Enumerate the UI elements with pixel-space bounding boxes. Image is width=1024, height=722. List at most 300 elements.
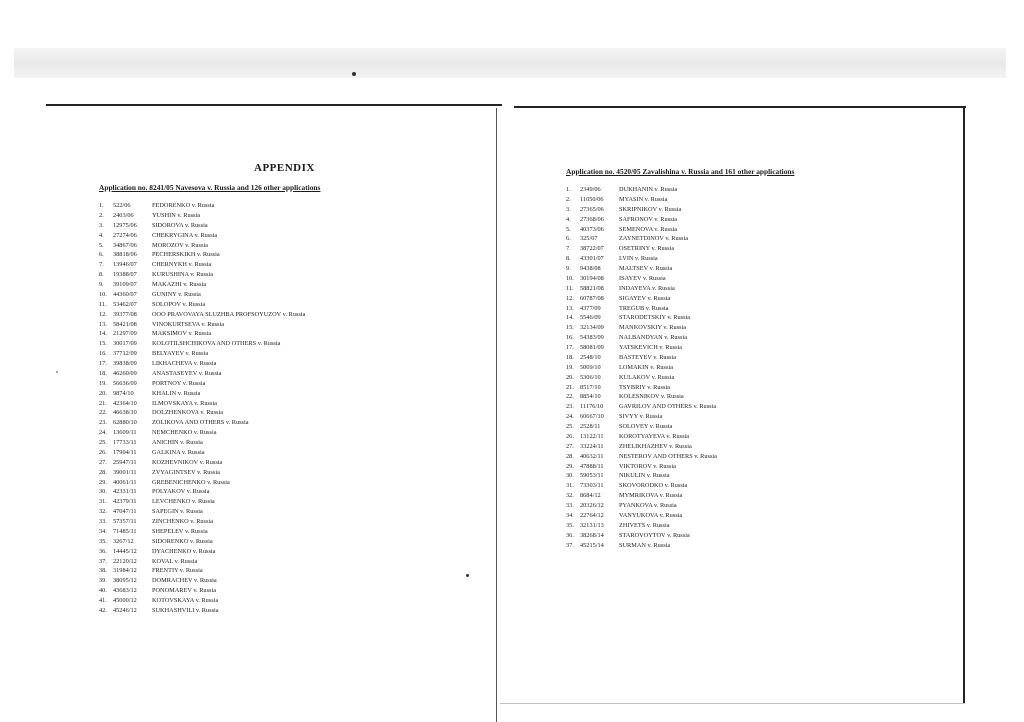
case-name: KOZHEVNIKOV v. Russia (152, 458, 223, 466)
case-number: 16. (99, 350, 107, 358)
application-number: 20326/12 (580, 502, 604, 509)
application-number: 33224/11 (580, 442, 604, 450)
case-row (566, 462, 717, 472)
application-number: 46638/10 (113, 409, 137, 417)
case-row (99, 379, 305, 389)
left-case-list (99, 201, 305, 616)
case-row (99, 517, 305, 527)
case-name: CHERNYKH v. Russia (152, 261, 212, 269)
case-row (99, 211, 305, 221)
case-name: YATSKEVICH v. Russia (619, 344, 683, 351)
case-row (99, 537, 305, 547)
case-name: ZOLIKOVA AND OTHERS v. Russia (152, 419, 249, 427)
case-name: MAKSIMOV v. Russia (152, 330, 212, 338)
application-number: 8854/10 (580, 393, 601, 401)
case-row (566, 304, 717, 314)
case-number: 17. (566, 344, 574, 351)
case-row (99, 468, 305, 478)
case-row (566, 531, 717, 541)
case-number: 16. (566, 334, 574, 342)
case-number: 25. (566, 423, 574, 430)
application-number: 21297/09 (113, 330, 137, 338)
case-number: 18. (566, 353, 574, 361)
case-name: NESTEROV AND OTHERS v. Russia (619, 452, 717, 460)
case-row (99, 566, 305, 576)
case-row (566, 422, 717, 432)
case-number: 22. (566, 393, 574, 401)
case-row (99, 329, 305, 339)
case-row (99, 557, 305, 567)
application-number: 47047/11 (113, 508, 137, 516)
case-number: 30. (99, 488, 107, 496)
application-number: 22120/12 (113, 557, 137, 565)
application-number: 57357/11 (113, 518, 137, 525)
case-name: ILMOVSKAYA v. Russia (152, 399, 217, 407)
case-number: 19. (566, 363, 574, 371)
case-row (566, 195, 717, 205)
case-row (99, 487, 305, 497)
case-number: 24. (99, 429, 107, 437)
case-row (566, 481, 717, 491)
application-number: 32134/09 (580, 324, 604, 332)
case-number: 35. (566, 521, 574, 529)
case-name: MOROZOV v. Russia (152, 241, 208, 249)
case-name: PORTNOY v. Russia (152, 379, 206, 387)
application-number: 40061/11 (113, 478, 137, 486)
case-number: 14. (99, 330, 107, 338)
case-row (566, 412, 717, 422)
application-number: 60787/08 (580, 294, 604, 302)
case-row (99, 221, 305, 231)
case-name: ZAYNETDINOV v. Russia (619, 235, 689, 243)
case-number: 9. (566, 265, 571, 272)
application-number: 39838/09 (113, 360, 137, 367)
case-number: 21. (99, 399, 107, 407)
case-number: 4. (566, 215, 571, 223)
case-row (566, 313, 717, 323)
case-number: 26. (566, 432, 574, 440)
application-number: 39109/07 (113, 281, 137, 288)
application-number: 12975/06 (113, 221, 137, 229)
case-number: 27. (566, 442, 574, 450)
application-number: 46260/09 (113, 369, 137, 377)
case-name: VINOKURTSEVA v. Russia (152, 320, 225, 328)
case-row (566, 274, 717, 284)
case-row (566, 471, 717, 481)
case-number: 28. (99, 468, 107, 476)
application-number: 38095/12 (113, 577, 137, 585)
case-number: 11. (99, 300, 107, 308)
case-name: BASTEYEV v. Russia (619, 353, 677, 361)
case-row (566, 353, 717, 363)
application-number: 40373/06 (580, 225, 604, 233)
case-number: 4. (99, 231, 104, 239)
application-number: 27368/06 (580, 215, 604, 223)
case-number: 5. (99, 241, 104, 249)
case-row (566, 185, 717, 195)
case-name: NIKULIN v. Russia (619, 472, 670, 480)
case-row (566, 343, 717, 353)
case-name: CHEKRYGINA v. Russia (152, 231, 218, 239)
case-name: SURMAN v. Russia (619, 541, 671, 549)
case-name: LOMAKIN v. Russia (619, 363, 673, 371)
case-row (99, 260, 305, 270)
scan-speck (56, 371, 58, 373)
case-row (99, 478, 305, 488)
case-number: 12. (99, 310, 107, 318)
case-row (566, 432, 717, 442)
case-row (99, 290, 305, 300)
case-name: KOROTYAYEVA v. Russia (619, 432, 690, 440)
case-number: 29. (566, 462, 574, 470)
case-row (566, 491, 717, 501)
case-number: 15. (99, 340, 107, 348)
case-number: 13. (99, 320, 107, 328)
case-number: 36. (566, 531, 574, 539)
application-number: 5306/10 (580, 373, 601, 381)
case-row (99, 458, 305, 468)
case-number: 34. (99, 527, 107, 535)
application-number: 43301/07 (580, 255, 604, 263)
case-row (99, 448, 305, 458)
application-number: 43683/12 (113, 587, 137, 595)
application-number: 2548/10 (580, 353, 601, 361)
case-name: NEMCHENKO v. Russia (152, 429, 217, 437)
application-number: 13609/11 (113, 429, 137, 437)
case-row (566, 215, 717, 225)
case-number: 41. (99, 597, 107, 604)
application-number: 38268/14 (580, 531, 604, 539)
application-number: 56636/09 (113, 379, 137, 387)
application-number: 45246/12 (113, 606, 137, 614)
application-number: 53462/07 (113, 300, 137, 308)
case-number: 10. (566, 274, 574, 282)
application-number: 58081/09 (580, 344, 604, 351)
application-number: 27274/06 (113, 231, 137, 239)
application-number: 42364/10 (113, 399, 137, 407)
case-number: 32. (99, 508, 107, 516)
case-row (566, 442, 717, 452)
case-row (566, 225, 717, 235)
case-number: 13. (566, 304, 574, 312)
application-number: 71485/11 (113, 527, 137, 535)
case-name: DOLZHENKOVA v. Russia (152, 409, 224, 417)
case-number: 36. (99, 547, 107, 555)
case-name: SIDORENKO v. Russia (152, 537, 213, 545)
case-name: SIDOROVA v. Russia (152, 221, 208, 229)
application-number: 32131/13 (580, 521, 604, 529)
case-number: 29. (99, 478, 107, 486)
case-name: FRENTIY v. Russia (152, 567, 203, 575)
case-number: 22. (99, 409, 107, 417)
case-row (99, 576, 305, 586)
case-number: 8. (566, 255, 571, 263)
case-row (566, 205, 717, 215)
case-number: 15. (566, 324, 574, 332)
case-number: 20. (99, 389, 107, 397)
case-name: PYANKOVA v. Russia (619, 502, 677, 509)
case-row (99, 389, 305, 399)
case-number: 39. (99, 577, 107, 585)
case-row (99, 280, 305, 290)
case-row (99, 300, 305, 310)
application-number: 38722/07 (580, 245, 604, 253)
application-number: 59053/11 (580, 472, 604, 480)
case-row (99, 547, 305, 557)
case-number: 6. (99, 251, 104, 259)
case-number: 1. (566, 186, 571, 193)
application-number: 13946/07 (113, 261, 137, 269)
application-number: 522/06 (113, 202, 131, 209)
case-name: SAFRONOV v. Russia (619, 215, 678, 223)
case-number: 31. (566, 482, 574, 490)
case-name: TREGUB v. Russia (619, 304, 669, 312)
application-number: 38818/06 (113, 251, 137, 259)
case-name: TSYBRIY v. Russia (619, 383, 670, 391)
appendix-title: APPENDIX (254, 162, 315, 174)
application-number: 17904/11 (113, 448, 137, 456)
case-row (99, 527, 305, 537)
case-row (566, 284, 717, 294)
application-number: 9874/10 (113, 389, 134, 397)
case-name: PECHERSKIKH v. Russia (152, 251, 220, 259)
case-name: LEVCHENKO v. Russia (152, 498, 215, 506)
case-name: STARODETSKIY v. Russia (619, 314, 691, 322)
case-name: ZHELIKHAZHEV v. Russia (619, 442, 692, 450)
application-number: 14445/12 (113, 547, 137, 555)
case-name: DYACHENKO v. Russia (152, 547, 216, 555)
left-application-heading: Application no. 8241/05 Navesova v. Russia and 126 other applications (99, 183, 321, 192)
case-row (99, 320, 305, 330)
case-name: OSETRINY v. Russia (619, 245, 675, 253)
case-name: MANKOVSKIY v. Russia (619, 324, 687, 332)
application-number: 73303/11 (580, 482, 604, 490)
application-number: 62880/10 (113, 419, 137, 427)
left-page-top-rule (46, 104, 502, 106)
case-number: 9. (99, 281, 104, 288)
right-application-heading: Application no. 4520/05 Zavalishina v. Russia and 161 other applications (566, 167, 795, 176)
case-number: 14. (566, 314, 574, 322)
scan-speck (352, 72, 356, 76)
case-name: SKOVORODKO v. Russia (619, 482, 688, 490)
case-row (566, 402, 717, 412)
case-name: INDAYEVA v. Russia (619, 284, 675, 292)
application-number: 42379/11 (113, 498, 137, 506)
case-row (99, 507, 305, 517)
case-number: 32. (566, 492, 574, 500)
case-name: KULAKOV v. Russia (619, 373, 675, 381)
case-number: 7. (99, 261, 104, 269)
case-name: VIKTOROV v. Russia (619, 462, 676, 470)
case-row (566, 264, 717, 274)
scan-speck (466, 574, 469, 577)
case-name: KURUSHINA v. Russia (152, 271, 213, 279)
case-row (566, 501, 717, 511)
case-name: DOMRACHEV v. Russia (152, 577, 217, 585)
application-number: 47888/11 (580, 462, 604, 470)
case-row (99, 596, 305, 606)
case-number: 18. (99, 369, 107, 377)
case-name: ZINCHENKO v. Russia (152, 518, 213, 525)
application-number: 30017/09 (113, 340, 137, 348)
case-number: 3. (99, 221, 104, 229)
case-number: 28. (566, 452, 574, 460)
case-number: 24. (566, 413, 574, 421)
case-name: KOTOVSKAYA v. Russia (152, 597, 219, 604)
case-name: SEMENOVA v. Russia (619, 225, 678, 233)
case-name: LVIN v. Russia (619, 255, 658, 263)
case-number: 8. (99, 271, 104, 279)
case-row (566, 333, 717, 343)
application-number: 60667/10 (580, 413, 604, 421)
case-row (566, 294, 717, 304)
case-row (566, 452, 717, 462)
case-number: 37. (99, 557, 107, 565)
case-number: 42. (99, 606, 107, 614)
application-number: 58821/08 (580, 284, 604, 292)
case-row (566, 392, 717, 402)
case-name: BELYAYEV v. Russia (152, 350, 209, 358)
case-number: 40. (99, 587, 107, 595)
case-row (99, 339, 305, 349)
case-name: GUNINY v. Russia (152, 290, 201, 298)
case-name: SHEPELEV v. Russia (152, 527, 208, 535)
case-name: MALTSEV v. Russia (619, 265, 673, 272)
case-name: FEDORENKO v. Russia (152, 202, 215, 209)
right-case-list (566, 185, 717, 550)
case-row (99, 231, 305, 241)
case-number: 10. (99, 290, 107, 298)
application-number: 5069/10 (580, 363, 601, 371)
application-number: 45215/14 (580, 541, 604, 549)
application-number: 2349/06 (580, 186, 601, 193)
application-number: 11050/06 (580, 195, 604, 203)
case-number: 33. (99, 518, 107, 525)
right-page-top-rule (514, 106, 966, 108)
case-row (99, 241, 305, 251)
case-number: 2. (99, 211, 104, 219)
application-number: 44360/07 (113, 290, 137, 298)
page-divider (496, 108, 497, 722)
case-number: 34. (566, 511, 574, 519)
case-name: KOLESNIKOV v. Russia (619, 393, 684, 401)
case-name: MYASIN v. Russia (619, 195, 668, 203)
case-row (566, 521, 717, 531)
case-name: SUKHASHVILI v. Russia (152, 606, 219, 614)
application-number: 58421/08 (113, 320, 137, 328)
application-number: 2403/06 (113, 211, 134, 219)
case-number: 19. (99, 379, 107, 387)
case-row (566, 244, 717, 254)
case-number: 5. (566, 225, 571, 233)
case-row (566, 373, 717, 383)
case-row (99, 399, 305, 409)
application-number: 25947/11 (113, 458, 137, 466)
case-row (99, 428, 305, 438)
case-name: NALBANDYAN v. Russia (619, 334, 687, 342)
application-number: 8684/12 (580, 492, 601, 500)
application-number: 31984/12 (113, 567, 137, 575)
case-row (566, 234, 717, 244)
case-name: KOLOTILSHCHIKOVA AND OTHERS v. Russia (152, 340, 281, 348)
case-number: 3. (566, 205, 571, 213)
case-row (566, 254, 717, 264)
case-row (566, 511, 717, 521)
application-number: 8517/10 (580, 383, 601, 391)
case-name: VANYUKOVA v. Russia (619, 511, 683, 519)
case-number: 12. (566, 294, 574, 302)
case-number: 7. (566, 245, 571, 253)
right-page-bottom-rule (500, 703, 965, 704)
case-number: 23. (99, 419, 107, 427)
case-name: ZVYAGINTSEV v. Russia (152, 468, 220, 476)
application-number: 27365/06 (580, 205, 604, 213)
case-number: 26. (99, 448, 107, 456)
right-page-side-rule (963, 107, 965, 703)
case-row (99, 497, 305, 507)
application-number: 11176/10 (580, 403, 604, 411)
application-number: 4377/09 (580, 304, 601, 312)
application-number: 17733/11 (113, 439, 137, 446)
case-number: 30. (566, 472, 574, 480)
case-number: 33. (566, 502, 574, 509)
case-row (99, 408, 305, 418)
case-row (99, 418, 305, 428)
application-number: 3267/12 (113, 537, 134, 545)
case-number: 20. (566, 373, 574, 381)
case-number: 17. (99, 360, 107, 367)
case-number: 25. (99, 439, 107, 446)
case-number: 38. (99, 567, 107, 575)
case-number: 1. (99, 202, 104, 209)
case-name: PONOMAREV v. Russia (152, 587, 217, 595)
case-name: SOLOPOV v. Russia (152, 300, 206, 308)
case-number: 27. (99, 458, 107, 466)
case-row (99, 250, 305, 260)
case-name: DUKHANIN v. Russia (619, 186, 678, 193)
case-name: GREBENICHENKO v. Russia (152, 478, 230, 486)
case-name: POLYAKOV v. Russia (152, 488, 210, 496)
case-row (99, 438, 305, 448)
case-number: 6. (566, 235, 571, 243)
application-number: 39377/08 (113, 310, 137, 318)
case-name: YUSHIN v. Russia (152, 211, 201, 219)
case-number: 37. (566, 541, 574, 549)
case-number: 11. (566, 284, 574, 292)
application-number: 2528/11 (580, 423, 601, 430)
case-row (99, 586, 305, 596)
application-number: 34867/06 (113, 241, 137, 249)
case-name: GAVRILOV AND OTHERS v. Russia (619, 403, 717, 411)
case-name: SAPEGIN v. Russia (152, 508, 203, 516)
case-name: MYMRIKOVA v. Russia (619, 492, 683, 500)
case-name: SOLOVEY v. Russia (619, 423, 673, 430)
case-row (566, 363, 717, 373)
case-name: LIKHACHEVA v. Russia (152, 360, 217, 367)
case-name: ANASTASEYEV v. Russia (152, 369, 222, 377)
application-number: 40632/11 (580, 452, 604, 460)
case-number: 35. (99, 537, 107, 545)
case-name: ZHIVETS v. Russia (619, 521, 670, 529)
case-row (566, 541, 717, 551)
case-row (99, 310, 305, 320)
application-number: 22764/12 (580, 511, 604, 519)
application-number: 19388/07 (113, 271, 137, 279)
application-number: 30194/08 (580, 274, 604, 282)
scan-shadow-band (14, 48, 1006, 78)
application-number: 5546/09 (580, 314, 601, 322)
application-number: 54383/09 (580, 334, 604, 342)
